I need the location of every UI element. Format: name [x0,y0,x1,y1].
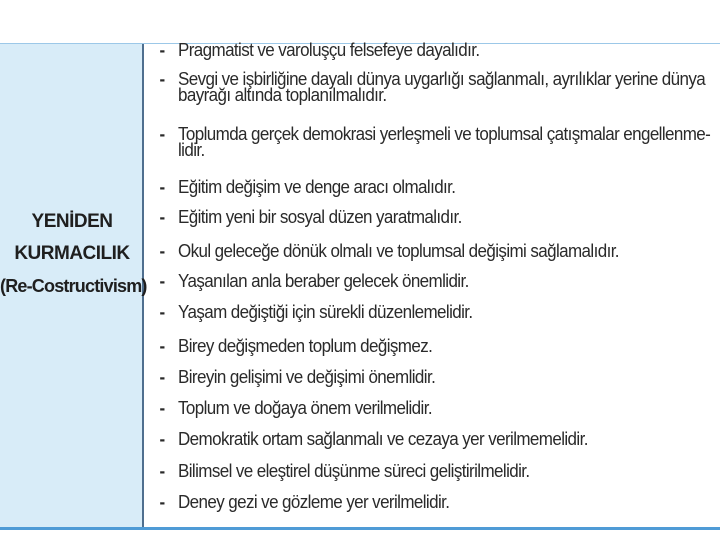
list-item-text: Toplum ve doğaya önem verilmelidir. [178,397,432,419]
list-item [146,68,718,106]
list-item [146,270,718,292]
list-item-text: Yaşam değiştiği için sürekli düzenlemelidir. [178,301,473,323]
list-item [146,460,718,482]
list-item-text: Deney gezi ve gözleme yer verilmelidir. [178,491,450,513]
list-item-text: Bilimsel ve eleştirel düşünme süreci geliştirilmelidir. [178,460,530,482]
list-item-text: Eğitim yeni bir sosyal düzen yaratmalıdır. [178,206,462,228]
bullet-dash: - [159,491,165,513]
table-bottom-border [0,527,720,530]
principles-list [146,36,720,524]
list-item [146,428,718,450]
list-item-text: Yaşanılan anla beraber gelecek önemlidir. [178,270,469,292]
bullet-dash: - [159,428,165,450]
list-item-text: Toplumda gerçek demokrasi yerleşmeli ve toplumsal çatışmalar engellenme- lidir. [178,123,711,161]
list-item [146,301,718,323]
bullet-dash: - [159,397,165,419]
list-item [146,366,718,388]
list-item [146,491,718,513]
bullet-dash: - [159,460,165,482]
bullet-dash: - [159,176,165,198]
list-item-text: Sevgi ve işbirliğine dayalı dünya uygarlığı sağlanmalı, ayrılıklar yerine dünya bayrağı altında toplanılmalıdır. [178,68,706,106]
bullet-dash: - [159,335,165,357]
list-item [146,335,718,357]
bullet-dash: - [159,39,165,61]
category-title-line-2: KURMACILIK [14,243,130,264]
category-title [0,206,147,302]
bullet-dash: - [159,206,165,228]
list-item-text: Bireyin gelişimi ve değişimi önemlidir. [178,366,436,388]
list-item-text: Birey değişmeden toplum değişmez. [178,335,433,357]
list-item [146,176,718,198]
list-item-text: Demokratik ortam sağlanmalı ve cezaya yer verilmemelidir. [178,428,588,450]
list-item [146,39,718,61]
list-item-text: Eğitim değişim ve denge aracı olmalıdır. [178,176,456,198]
bullet-dash: - [159,240,165,262]
list-item-text: Okul geleceğe dönük olmalı ve toplumsal değişimi sağlamalıdır. [178,240,619,262]
category-title-line-1: YENİDEN [31,211,113,232]
list-item [146,240,718,262]
list-item [146,123,718,161]
bullet-dash: - [159,68,165,90]
list-item-text: Pragmatist ve varoluşçu felsefeye dayalıdır. [178,39,480,61]
category-title-line-3: (Re-Costructivism) [0,276,147,296]
bullet-dash: - [159,270,165,292]
bullet-dash: - [159,301,165,323]
bullet-dash: - [159,366,165,388]
list-item [146,206,718,228]
bullet-dash: - [159,123,165,145]
list-item [146,397,718,419]
